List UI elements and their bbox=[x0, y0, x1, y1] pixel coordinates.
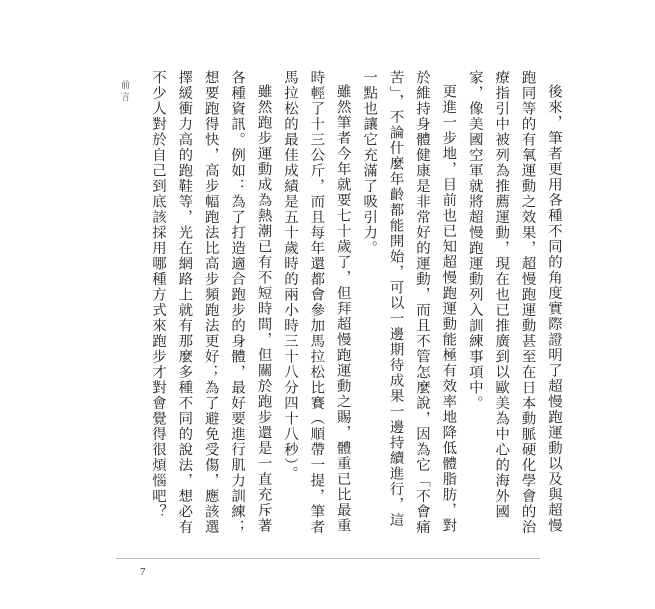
running-head: 前言 bbox=[119, 80, 129, 104]
body-text bbox=[145, 70, 568, 540]
paragraph-2: 更進一步地，目前也已知超慢跑運動能極有效率地降低體脂肪，對於維持身體健康是非常好的運動，而且不管怎麼說，因為它「不會痛苦」，不論什麼年齡都能開始，可以一邊期待成果一邊持續進行，這一點也讓它充滿了吸引力。 bbox=[361, 70, 457, 535]
paragraph-3: 雖然筆者今年就要七十歲了，但拜超慢跑運動之賜，體重已比最重時輕了十三公斤，而且每年還都會參加馬拉松比賽（順帶一提，筆者馬拉松的最佳成績是五十歲時的兩小時三十八分四十八秒）。 bbox=[281, 70, 351, 535]
page-number: 7 bbox=[140, 566, 146, 578]
paragraph-1: 後來，筆者更用各種不同的角度實際證明了超慢跑運動以及與超慢跑同等的有氧運動之效果，超慢跑運動甚至在日本動脈硬化學會的治療指引中被列為推薦運動，現在也已推廣到以歐美為中心的海外國家，像美國空軍就將超慢跑運動列入訓練事項中。 bbox=[466, 70, 562, 535]
footer-divider bbox=[116, 558, 540, 559]
paragraph-4: 雖然跑步運動成為熱潮已有不短時間，但關於跑步還是一直充斥著各種資訊。例如：為了打造適合跑步的身體，最好要進行肌力訓練；想要跑得快，高步幅跑法比高步頻跑法更好；為了避免受傷，應該選擇緩衝力高的跑鞋等，光在網路上就有那麼多種不同的說法，想必有不少人對於自己到底該採用哪種方式來跑步才對會覺得很煩惱吧？ bbox=[149, 70, 272, 535]
